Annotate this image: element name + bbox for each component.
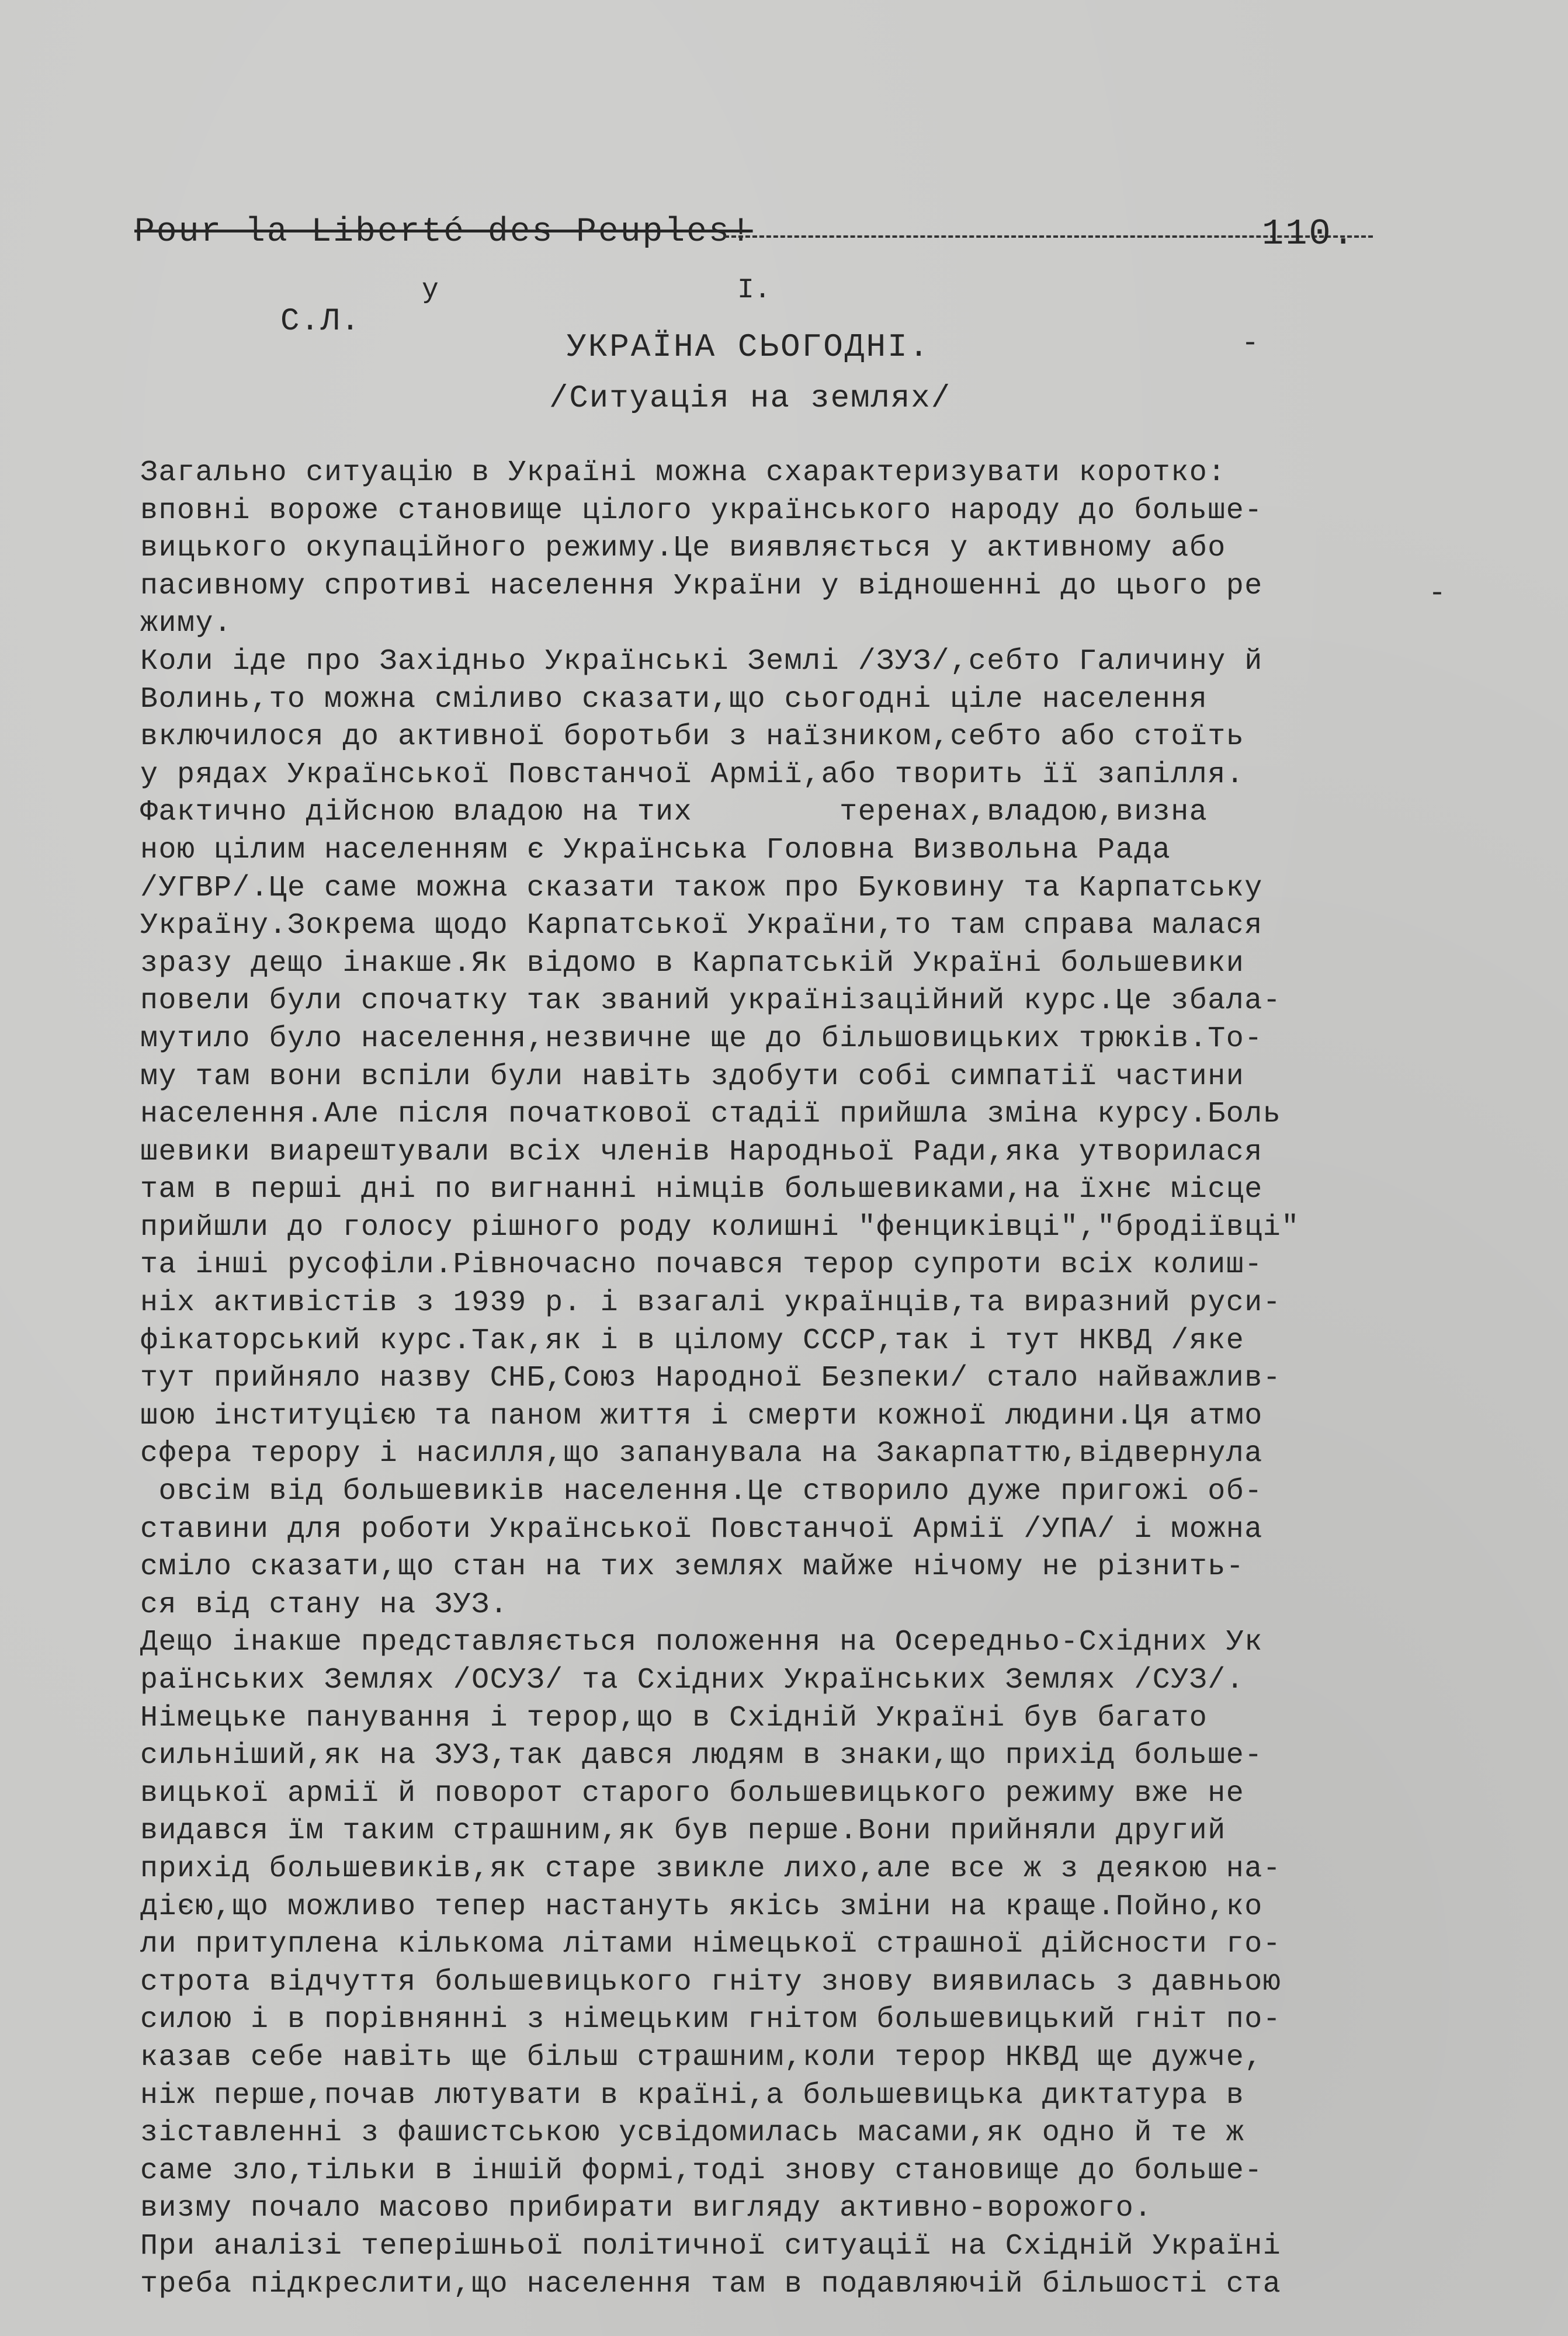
header-motto: Pour la Liberté des Peuples! bbox=[134, 213, 753, 251]
text-line: населення.Але після початкової стадії прийшла зміна курсу.Боль bbox=[140, 1098, 1282, 1131]
text-line: Коли іде про Західньо Українські Землі /ЗУЗ/,себто Галичину й bbox=[140, 644, 1263, 678]
text-line: /УГВР/.Це саме можна сказати також про Буковину та Карпатську bbox=[140, 871, 1263, 905]
page-number: 110. bbox=[1262, 213, 1356, 255]
text-line: Дещо інакше представляється положення на Осередньо-Східних Ук bbox=[140, 1626, 1263, 1660]
text-line: видався їм таким страшним,як був перше.Вони прийняли другий bbox=[140, 1814, 1226, 1848]
text-line: ставини для роботи Української Повстанчої Армії /УПА/ і можна bbox=[140, 1512, 1263, 1546]
text-line: саме зло,тільки в іншій формі,тоді знову становище до больше- bbox=[140, 2154, 1263, 2188]
text-line: мутило було населення,незвичне ще до більшовицьких трюків.То- bbox=[140, 1022, 1263, 1056]
text-line: вицької армії й поворот старого большевицького режиму вже не bbox=[140, 1776, 1245, 1810]
text-line: сильніший,як на ЗУЗ,так дався людям в знаки,що прихід больше- bbox=[140, 1739, 1263, 1773]
text-line: включилося до активної боротьби з наїзником,себто або стоїть bbox=[140, 720, 1245, 754]
text-line: му там вони вспіли були навіть здобути собі симпатії частини bbox=[140, 1060, 1245, 1094]
text-line: сміло сказати,що стан на тих землях майже нічому не різнить- bbox=[140, 1550, 1245, 1584]
text-line: дією,що можливо тепер настануть якісь зміни на краще.Пойно,ко bbox=[140, 1890, 1263, 1924]
text-line: овсім від большевиків населення.Це створило дуже пригожі об- bbox=[140, 1475, 1263, 1509]
text-line: повели були спочатку так званий українізаційний курс.Це збала- bbox=[140, 984, 1282, 1018]
text-line: у рядах Української Повстанчої Армії,або творить її запілля. bbox=[140, 758, 1245, 792]
document-title: УКРАЇНА СЬОГОДНІ. bbox=[567, 328, 931, 366]
text-line: фікаторський курс.Так,як і в цілому СССР,так і тут НКВД /яке bbox=[140, 1324, 1245, 1358]
header-line bbox=[134, 207, 1356, 272]
text-line: ся від стану на ЗУЗ. bbox=[140, 1588, 509, 1622]
text-line: Волинь,то можна сміливо сказати,що сьогодні ціле населення bbox=[140, 682, 1208, 716]
text-line: вицького окупаційного режиму.Це виявляється у активному або bbox=[140, 532, 1226, 565]
text-line: зіставленні з фашистською усвідомилась масами,як одно й те ж bbox=[140, 2116, 1245, 2150]
text-line: силою і в порівнянні з німецьким гнітом большевицький гніт по- bbox=[140, 2003, 1282, 2037]
text-line: ніх активістів з 1939 р. і взагалі українців,та виразний руси- bbox=[140, 1286, 1282, 1320]
text-line: Україну.Зокрема щодо Карпатської України,то там справа малася bbox=[140, 909, 1263, 943]
text-line: При аналізі теперішньої політичної ситуації на Східній Україні bbox=[140, 2229, 1282, 2263]
text-line: Фактично дійсною владою на тих теренах,владою,визна bbox=[140, 796, 1208, 829]
text-line: Німецьке панування і терор,що в Східній Україні був багато bbox=[140, 1701, 1208, 1735]
text-line: визму почало масово прибирати вигляду активно-ворожого. bbox=[140, 2192, 1153, 2226]
margin-dash-mark: - bbox=[1428, 577, 1446, 610]
stray-mark-u: у bbox=[422, 275, 439, 306]
text-line: тут прийняло назву СНБ,Союз Народної Безпеки/ стало найважлив- bbox=[140, 1362, 1282, 1396]
text-line: казав себе навіть ще більш страшним,коли терор НКВД ще дужче, bbox=[140, 2040, 1263, 2074]
text-line: та інші русофіли.Рівночасно почався терор супроти всіх колиш- bbox=[140, 1248, 1263, 1282]
section-number: І. bbox=[737, 275, 771, 306]
text-line: ною цілим населенням є Українська Головна Визвольна Рада bbox=[140, 833, 1171, 867]
text-line: треба підкреслити,що населення там в подавляючій більшості ста bbox=[140, 2267, 1282, 2301]
text-line: ніж перше,почав лютувати в країні,а большевицька диктатура в bbox=[140, 2078, 1245, 2112]
text-line: зразу дещо інакше.Як відомо в Карпатській Україні большевики bbox=[140, 946, 1245, 980]
text-line: прийшли до голосу рішного роду колишні "фенциківці","бродіївці" bbox=[140, 1210, 1300, 1244]
text-line: вповні вороже становище цілого українського народу до больше- bbox=[140, 494, 1263, 527]
text-line: жиму. bbox=[140, 607, 233, 641]
text-line: шою інституцією та паном життя і смерти кожної людини.Ця атмо bbox=[140, 1399, 1263, 1433]
text-line: там в перші дні по вигнанні німців большевиками,на їхнє місце bbox=[140, 1173, 1263, 1207]
text-line: пасивному спротиві населення України у відношенні до цього ре bbox=[140, 569, 1263, 603]
text-line: строта відчуття большевицького гніту знову виявилась з давньою bbox=[140, 1965, 1282, 1999]
text-line: Загально ситуацію в Україні можна схарактеризувати коротко: bbox=[140, 456, 1226, 490]
author-initials: С.Л. bbox=[280, 304, 361, 339]
text-line: шевики виарештували всіх членів Народньої Ради,яка утворилася bbox=[140, 1135, 1263, 1169]
text-line: прихід большевиків,як старе звикле лихо,але все ж з деякою на- bbox=[140, 1852, 1282, 1886]
text-line: сфера терору і насилля,що запанувала на Закарпаттю,відвернула bbox=[140, 1437, 1263, 1471]
text-line: ли притуплена кількома літами німецької страшної дійсности го- bbox=[140, 1928, 1282, 1962]
document-subtitle: /Ситуація на землях/ bbox=[549, 381, 952, 416]
margin-dash-mark: - bbox=[1241, 327, 1260, 360]
body-text bbox=[140, 454, 1437, 2303]
text-line: раїнських Землях /ОСУЗ/ та Східних Українських Землях /СУЗ/. bbox=[140, 1664, 1245, 1697]
